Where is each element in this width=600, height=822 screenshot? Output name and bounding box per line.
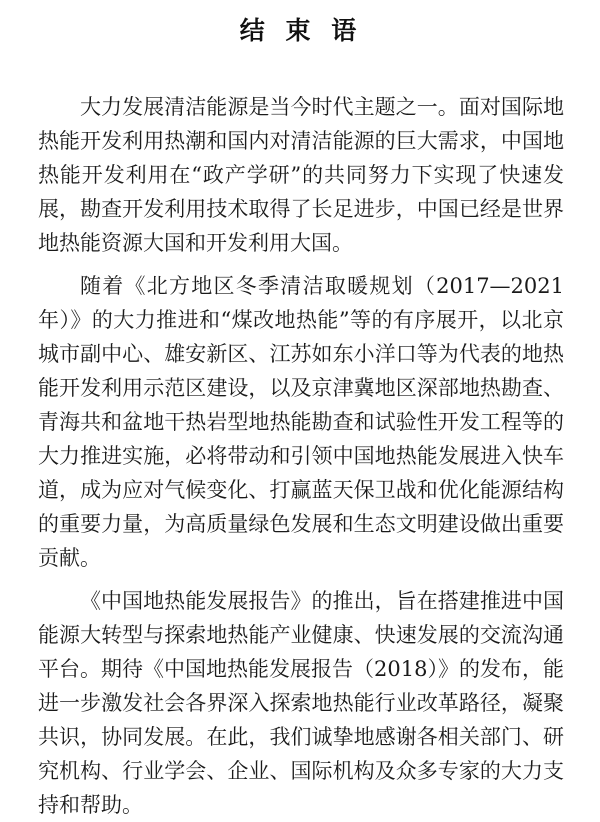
page-title: 结 束 语: [239, 16, 363, 45]
paragraph-1: 大力发展清洁能源是当今时代主题之一。面对国际地热能开发利用热潮和国内对清洁能源的巨大需求，中国地热能开发利用在“政产学研”的共同努力下实现了快速发展，勘查开发利用技术取得了长足进步，中国已经是世界地热能资源大国和开发利用大国。: [38, 95, 564, 255]
document-body: [38, 90, 564, 822]
paragraph-2: 随着《北方地区冬季清洁取暖规划（2017—2021年）》的大力推进和“煤改地热能”等的有序展开，以北京城市副中心、雄安新区、江苏如东小洋口等为代表的地热能开发利用示范区建设，以及京津冀地区深部地热勘查、青海共和盆地干热岩型地热能勘查和试验性开发工程等的大力推进实施，必将带动和引领中国地热能发展进入快车道，成为应对气候变化、打赢蓝天保卫战和优化能源结构的重要力量，为高质量绿色发展和生态文明建设做出重要贡献。: [38, 274, 564, 570]
paragraph-3: 《中国地热能发展报告》的推出，旨在搭建推进中国能源大转型与探索地热能产业健康、快速发展的交流沟通平台。期待《中国地热能发展报告（2018）》的发布，能进一步激发社会各界深入探索地热能行业改革路径，凝聚共识，协同发展。在此，我们诚挚地感谢各相关部门、研究机构、行业学会、企业、国际机构及众多专家的大力支持和帮助。: [38, 589, 564, 817]
